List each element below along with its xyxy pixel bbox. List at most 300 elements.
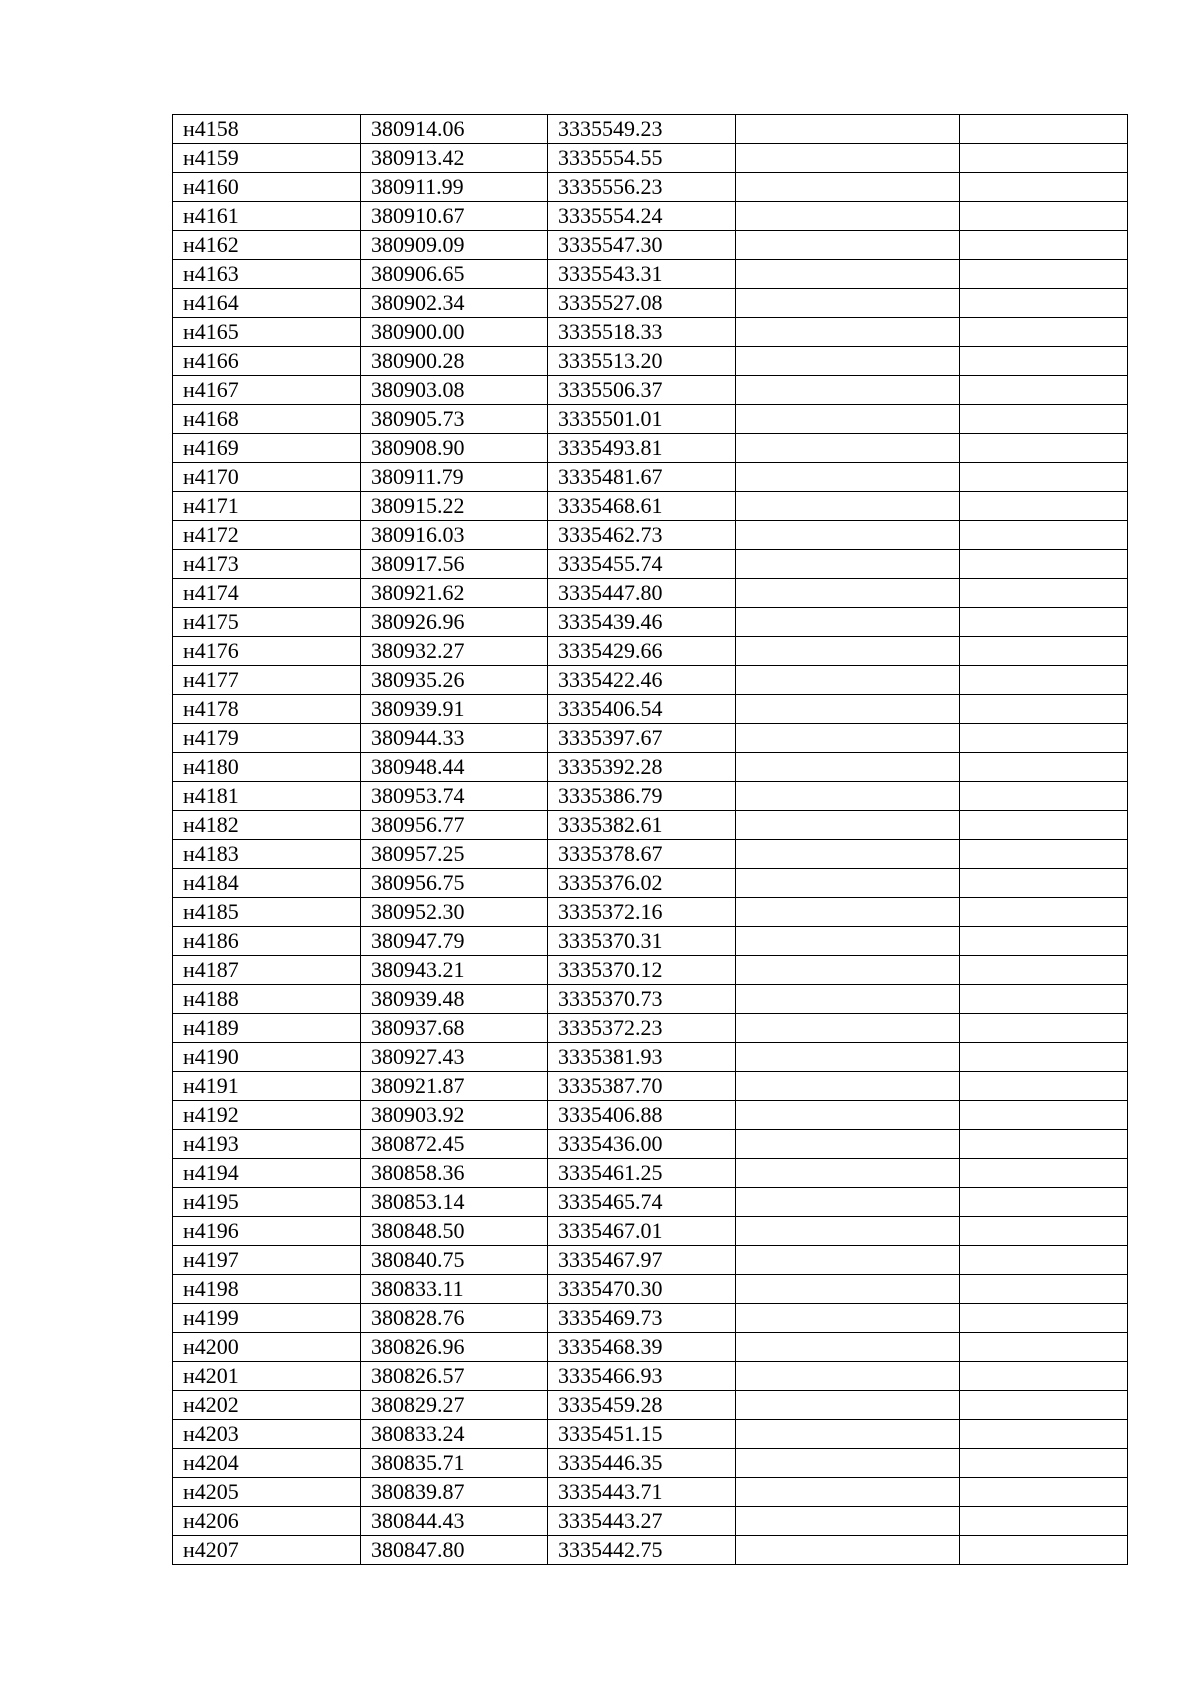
table-row bbox=[173, 724, 1128, 753]
empty-cell bbox=[960, 1536, 1128, 1565]
x-coordinate-cell: 380900.28 bbox=[361, 347, 548, 376]
empty-cell bbox=[960, 724, 1128, 753]
empty-cell bbox=[960, 869, 1128, 898]
table-row bbox=[173, 840, 1128, 869]
y-coordinate-cell: 3335447.80 bbox=[548, 579, 736, 608]
empty-cell bbox=[960, 202, 1128, 231]
point-number-cell: н4199 bbox=[173, 1304, 361, 1333]
empty-cell bbox=[736, 1420, 960, 1449]
point-number-cell: н4192 bbox=[173, 1101, 361, 1130]
empty-cell bbox=[736, 1217, 960, 1246]
empty-cell bbox=[960, 956, 1128, 985]
point-number-cell: н4174 bbox=[173, 579, 361, 608]
empty-cell bbox=[960, 666, 1128, 695]
x-coordinate-cell: 380826.96 bbox=[361, 1333, 548, 1362]
coordinates-table-body bbox=[173, 115, 1128, 1565]
table-row bbox=[173, 1072, 1128, 1101]
empty-cell bbox=[736, 376, 960, 405]
empty-cell bbox=[736, 1478, 960, 1507]
empty-cell bbox=[736, 608, 960, 637]
x-coordinate-cell: 380948.44 bbox=[361, 753, 548, 782]
empty-cell bbox=[736, 1275, 960, 1304]
point-number-cell: н4171 bbox=[173, 492, 361, 521]
table-row bbox=[173, 1130, 1128, 1159]
x-coordinate-cell: 380833.24 bbox=[361, 1420, 548, 1449]
empty-cell bbox=[736, 347, 960, 376]
empty-cell bbox=[736, 927, 960, 956]
empty-cell bbox=[960, 347, 1128, 376]
empty-cell bbox=[960, 840, 1128, 869]
x-coordinate-cell: 380957.25 bbox=[361, 840, 548, 869]
empty-cell bbox=[736, 579, 960, 608]
y-coordinate-cell: 3335406.88 bbox=[548, 1101, 736, 1130]
x-coordinate-cell: 380858.36 bbox=[361, 1159, 548, 1188]
empty-cell bbox=[736, 1536, 960, 1565]
coordinates-table bbox=[172, 114, 1128, 1565]
x-coordinate-cell: 380847.80 bbox=[361, 1536, 548, 1565]
empty-cell bbox=[736, 1507, 960, 1536]
y-coordinate-cell: 3335381.93 bbox=[548, 1043, 736, 1072]
y-coordinate-cell: 3335397.67 bbox=[548, 724, 736, 753]
x-coordinate-cell: 380956.77 bbox=[361, 811, 548, 840]
point-number-cell: н4161 bbox=[173, 202, 361, 231]
point-number-cell: н4205 bbox=[173, 1478, 361, 1507]
table-row bbox=[173, 956, 1128, 985]
x-coordinate-cell: 380926.96 bbox=[361, 608, 548, 637]
y-coordinate-cell: 3335543.31 bbox=[548, 260, 736, 289]
table-row bbox=[173, 260, 1128, 289]
y-coordinate-cell: 3335470.30 bbox=[548, 1275, 736, 1304]
point-number-cell: н4207 bbox=[173, 1536, 361, 1565]
x-coordinate-cell: 380915.22 bbox=[361, 492, 548, 521]
x-coordinate-cell: 380947.79 bbox=[361, 927, 548, 956]
point-number-cell: н4185 bbox=[173, 898, 361, 927]
empty-cell bbox=[960, 376, 1128, 405]
point-number-cell: н4175 bbox=[173, 608, 361, 637]
y-coordinate-cell: 3335372.16 bbox=[548, 898, 736, 927]
point-number-cell: н4187 bbox=[173, 956, 361, 985]
y-coordinate-cell: 3335554.24 bbox=[548, 202, 736, 231]
table-row bbox=[173, 202, 1128, 231]
table-row bbox=[173, 695, 1128, 724]
table-row bbox=[173, 492, 1128, 521]
point-number-cell: н4201 bbox=[173, 1362, 361, 1391]
empty-cell bbox=[736, 1449, 960, 1478]
y-coordinate-cell: 3335459.28 bbox=[548, 1391, 736, 1420]
y-coordinate-cell: 3335468.39 bbox=[548, 1333, 736, 1362]
empty-cell bbox=[960, 1478, 1128, 1507]
empty-cell bbox=[736, 405, 960, 434]
x-coordinate-cell: 380935.26 bbox=[361, 666, 548, 695]
empty-cell bbox=[736, 434, 960, 463]
y-coordinate-cell: 3335439.46 bbox=[548, 608, 736, 637]
empty-cell bbox=[960, 1449, 1128, 1478]
y-coordinate-cell: 3335465.74 bbox=[548, 1188, 736, 1217]
empty-cell bbox=[960, 1507, 1128, 1536]
x-coordinate-cell: 380911.99 bbox=[361, 173, 548, 202]
empty-cell bbox=[960, 434, 1128, 463]
y-coordinate-cell: 3335387.70 bbox=[548, 1072, 736, 1101]
x-coordinate-cell: 380844.43 bbox=[361, 1507, 548, 1536]
x-coordinate-cell: 380829.27 bbox=[361, 1391, 548, 1420]
point-number-cell: н4165 bbox=[173, 318, 361, 347]
empty-cell bbox=[960, 608, 1128, 637]
table-row bbox=[173, 1101, 1128, 1130]
empty-cell bbox=[960, 1159, 1128, 1188]
empty-cell bbox=[736, 1014, 960, 1043]
point-number-cell: н4195 bbox=[173, 1188, 361, 1217]
empty-cell bbox=[960, 173, 1128, 202]
empty-cell bbox=[960, 1362, 1128, 1391]
empty-cell bbox=[960, 811, 1128, 840]
y-coordinate-cell: 3335443.27 bbox=[548, 1507, 736, 1536]
table-row bbox=[173, 1333, 1128, 1362]
empty-cell bbox=[960, 782, 1128, 811]
empty-cell bbox=[736, 637, 960, 666]
y-coordinate-cell: 3335554.55 bbox=[548, 144, 736, 173]
empty-cell bbox=[960, 1014, 1128, 1043]
point-number-cell: н4160 bbox=[173, 173, 361, 202]
x-coordinate-cell: 380828.76 bbox=[361, 1304, 548, 1333]
y-coordinate-cell: 3335442.75 bbox=[548, 1536, 736, 1565]
table-row bbox=[173, 376, 1128, 405]
y-coordinate-cell: 3335386.79 bbox=[548, 782, 736, 811]
empty-cell bbox=[960, 463, 1128, 492]
point-number-cell: н4172 bbox=[173, 521, 361, 550]
empty-cell bbox=[736, 666, 960, 695]
y-coordinate-cell: 3335466.93 bbox=[548, 1362, 736, 1391]
table-row bbox=[173, 434, 1128, 463]
empty-cell bbox=[736, 840, 960, 869]
x-coordinate-cell: 380914.06 bbox=[361, 115, 548, 144]
empty-cell bbox=[736, 724, 960, 753]
empty-cell bbox=[736, 1130, 960, 1159]
table-row bbox=[173, 1159, 1128, 1188]
empty-cell bbox=[960, 115, 1128, 144]
empty-cell bbox=[736, 550, 960, 579]
table-row bbox=[173, 1391, 1128, 1420]
table-row bbox=[173, 347, 1128, 376]
table-row bbox=[173, 521, 1128, 550]
point-number-cell: н4180 bbox=[173, 753, 361, 782]
x-coordinate-cell: 380909.09 bbox=[361, 231, 548, 260]
x-coordinate-cell: 380921.87 bbox=[361, 1072, 548, 1101]
x-coordinate-cell: 380939.91 bbox=[361, 695, 548, 724]
empty-cell bbox=[736, 1246, 960, 1275]
empty-cell bbox=[736, 173, 960, 202]
empty-cell bbox=[736, 260, 960, 289]
table-row bbox=[173, 1304, 1128, 1333]
table-row bbox=[173, 1014, 1128, 1043]
point-number-cell: н4159 bbox=[173, 144, 361, 173]
table-row bbox=[173, 1275, 1128, 1304]
y-coordinate-cell: 3335493.81 bbox=[548, 434, 736, 463]
empty-cell bbox=[960, 144, 1128, 173]
y-coordinate-cell: 3335518.33 bbox=[548, 318, 736, 347]
point-number-cell: н4176 bbox=[173, 637, 361, 666]
table-row bbox=[173, 782, 1128, 811]
x-coordinate-cell: 380953.74 bbox=[361, 782, 548, 811]
table-row bbox=[173, 1449, 1128, 1478]
empty-cell bbox=[736, 1304, 960, 1333]
empty-cell bbox=[960, 1420, 1128, 1449]
table-row bbox=[173, 1188, 1128, 1217]
point-number-cell: н4181 bbox=[173, 782, 361, 811]
x-coordinate-cell: 380937.68 bbox=[361, 1014, 548, 1043]
point-number-cell: н4203 bbox=[173, 1420, 361, 1449]
empty-cell bbox=[960, 579, 1128, 608]
table-row bbox=[173, 985, 1128, 1014]
point-number-cell: н4198 bbox=[173, 1275, 361, 1304]
y-coordinate-cell: 3335481.67 bbox=[548, 463, 736, 492]
point-number-cell: н4191 bbox=[173, 1072, 361, 1101]
y-coordinate-cell: 3335455.74 bbox=[548, 550, 736, 579]
table-row bbox=[173, 927, 1128, 956]
y-coordinate-cell: 3335462.73 bbox=[548, 521, 736, 550]
x-coordinate-cell: 380903.08 bbox=[361, 376, 548, 405]
table-row bbox=[173, 318, 1128, 347]
point-number-cell: н4177 bbox=[173, 666, 361, 695]
empty-cell bbox=[960, 1130, 1128, 1159]
empty-cell bbox=[960, 985, 1128, 1014]
x-coordinate-cell: 380902.34 bbox=[361, 289, 548, 318]
y-coordinate-cell: 3335506.37 bbox=[548, 376, 736, 405]
y-coordinate-cell: 3335443.71 bbox=[548, 1478, 736, 1507]
point-number-cell: н4178 bbox=[173, 695, 361, 724]
table-row bbox=[173, 463, 1128, 492]
table-row bbox=[173, 1478, 1128, 1507]
point-number-cell: н4170 bbox=[173, 463, 361, 492]
empty-cell bbox=[960, 550, 1128, 579]
point-number-cell: н4184 bbox=[173, 869, 361, 898]
empty-cell bbox=[960, 1333, 1128, 1362]
empty-cell bbox=[960, 1101, 1128, 1130]
table-row bbox=[173, 579, 1128, 608]
empty-cell bbox=[960, 289, 1128, 318]
empty-cell bbox=[736, 811, 960, 840]
table-row bbox=[173, 1043, 1128, 1072]
y-coordinate-cell: 3335406.54 bbox=[548, 695, 736, 724]
y-coordinate-cell: 3335382.61 bbox=[548, 811, 736, 840]
empty-cell bbox=[736, 1362, 960, 1391]
point-number-cell: н4190 bbox=[173, 1043, 361, 1072]
x-coordinate-cell: 380906.65 bbox=[361, 260, 548, 289]
table-row bbox=[173, 753, 1128, 782]
table-row bbox=[173, 1420, 1128, 1449]
x-coordinate-cell: 380840.75 bbox=[361, 1246, 548, 1275]
empty-cell bbox=[960, 405, 1128, 434]
y-coordinate-cell: 3335372.23 bbox=[548, 1014, 736, 1043]
empty-cell bbox=[736, 1188, 960, 1217]
empty-cell bbox=[960, 318, 1128, 347]
x-coordinate-cell: 380913.42 bbox=[361, 144, 548, 173]
x-coordinate-cell: 380908.90 bbox=[361, 434, 548, 463]
x-coordinate-cell: 380903.92 bbox=[361, 1101, 548, 1130]
y-coordinate-cell: 3335527.08 bbox=[548, 289, 736, 318]
x-coordinate-cell: 380932.27 bbox=[361, 637, 548, 666]
point-number-cell: н4196 bbox=[173, 1217, 361, 1246]
empty-cell bbox=[736, 318, 960, 347]
point-number-cell: н4189 bbox=[173, 1014, 361, 1043]
empty-cell bbox=[736, 985, 960, 1014]
table-row bbox=[173, 898, 1128, 927]
empty-cell bbox=[960, 1043, 1128, 1072]
y-coordinate-cell: 3335422.46 bbox=[548, 666, 736, 695]
y-coordinate-cell: 3335370.12 bbox=[548, 956, 736, 985]
empty-cell bbox=[736, 898, 960, 927]
y-coordinate-cell: 3335370.73 bbox=[548, 985, 736, 1014]
y-coordinate-cell: 3335556.23 bbox=[548, 173, 736, 202]
empty-cell bbox=[736, 1043, 960, 1072]
empty-cell bbox=[736, 231, 960, 260]
x-coordinate-cell: 380826.57 bbox=[361, 1362, 548, 1391]
x-coordinate-cell: 380944.33 bbox=[361, 724, 548, 753]
y-coordinate-cell: 3335468.61 bbox=[548, 492, 736, 521]
empty-cell bbox=[736, 1159, 960, 1188]
y-coordinate-cell: 3335513.20 bbox=[548, 347, 736, 376]
x-coordinate-cell: 380943.21 bbox=[361, 956, 548, 985]
point-number-cell: н4193 bbox=[173, 1130, 361, 1159]
point-number-cell: н4202 bbox=[173, 1391, 361, 1420]
x-coordinate-cell: 380910.67 bbox=[361, 202, 548, 231]
x-coordinate-cell: 380956.75 bbox=[361, 869, 548, 898]
y-coordinate-cell: 3335469.73 bbox=[548, 1304, 736, 1333]
table-row bbox=[173, 1217, 1128, 1246]
empty-cell bbox=[960, 927, 1128, 956]
table-row bbox=[173, 115, 1128, 144]
y-coordinate-cell: 3335451.15 bbox=[548, 1420, 736, 1449]
empty-cell bbox=[960, 492, 1128, 521]
empty-cell bbox=[736, 144, 960, 173]
point-number-cell: н4182 bbox=[173, 811, 361, 840]
empty-cell bbox=[736, 1333, 960, 1362]
point-number-cell: н4163 bbox=[173, 260, 361, 289]
x-coordinate-cell: 380927.43 bbox=[361, 1043, 548, 1072]
empty-cell bbox=[736, 869, 960, 898]
empty-cell bbox=[960, 231, 1128, 260]
empty-cell bbox=[960, 898, 1128, 927]
empty-cell bbox=[960, 637, 1128, 666]
empty-cell bbox=[960, 521, 1128, 550]
table-row bbox=[173, 1246, 1128, 1275]
empty-cell bbox=[960, 260, 1128, 289]
table-row bbox=[173, 405, 1128, 434]
empty-cell bbox=[960, 1391, 1128, 1420]
table-row bbox=[173, 289, 1128, 318]
empty-cell bbox=[736, 956, 960, 985]
y-coordinate-cell: 3335461.25 bbox=[548, 1159, 736, 1188]
y-coordinate-cell: 3335467.97 bbox=[548, 1246, 736, 1275]
y-coordinate-cell: 3335376.02 bbox=[548, 869, 736, 898]
table-row bbox=[173, 637, 1128, 666]
x-coordinate-cell: 380952.30 bbox=[361, 898, 548, 927]
x-coordinate-cell: 380848.50 bbox=[361, 1217, 548, 1246]
empty-cell bbox=[960, 1304, 1128, 1333]
table-row bbox=[173, 811, 1128, 840]
empty-cell bbox=[960, 1217, 1128, 1246]
table-row bbox=[173, 144, 1128, 173]
x-coordinate-cell: 380917.56 bbox=[361, 550, 548, 579]
empty-cell bbox=[736, 289, 960, 318]
empty-cell bbox=[960, 695, 1128, 724]
y-coordinate-cell: 3335370.31 bbox=[548, 927, 736, 956]
point-number-cell: н4179 bbox=[173, 724, 361, 753]
x-coordinate-cell: 380872.45 bbox=[361, 1130, 548, 1159]
empty-cell bbox=[736, 521, 960, 550]
y-coordinate-cell: 3335446.35 bbox=[548, 1449, 736, 1478]
x-coordinate-cell: 380835.71 bbox=[361, 1449, 548, 1478]
table-row bbox=[173, 1536, 1128, 1565]
y-coordinate-cell: 3335501.01 bbox=[548, 405, 736, 434]
table-row bbox=[173, 608, 1128, 637]
x-coordinate-cell: 380853.14 bbox=[361, 1188, 548, 1217]
table-row bbox=[173, 869, 1128, 898]
empty-cell bbox=[736, 1072, 960, 1101]
y-coordinate-cell: 3335547.30 bbox=[548, 231, 736, 260]
empty-cell bbox=[960, 753, 1128, 782]
x-coordinate-cell: 380916.03 bbox=[361, 521, 548, 550]
y-coordinate-cell: 3335429.66 bbox=[548, 637, 736, 666]
point-number-cell: н4168 bbox=[173, 405, 361, 434]
point-number-cell: н4204 bbox=[173, 1449, 361, 1478]
y-coordinate-cell: 3335436.00 bbox=[548, 1130, 736, 1159]
x-coordinate-cell: 380911.79 bbox=[361, 463, 548, 492]
point-number-cell: н4200 bbox=[173, 1333, 361, 1362]
point-number-cell: н4158 bbox=[173, 115, 361, 144]
empty-cell bbox=[960, 1275, 1128, 1304]
table-row bbox=[173, 173, 1128, 202]
empty-cell bbox=[736, 782, 960, 811]
empty-cell bbox=[736, 463, 960, 492]
x-coordinate-cell: 380900.00 bbox=[361, 318, 548, 347]
table-row bbox=[173, 1362, 1128, 1391]
empty-cell bbox=[960, 1072, 1128, 1101]
empty-cell bbox=[736, 753, 960, 782]
x-coordinate-cell: 380939.48 bbox=[361, 985, 548, 1014]
point-number-cell: н4206 bbox=[173, 1507, 361, 1536]
empty-cell bbox=[736, 695, 960, 724]
point-number-cell: н4188 bbox=[173, 985, 361, 1014]
table-row bbox=[173, 231, 1128, 260]
y-coordinate-cell: 3335392.28 bbox=[548, 753, 736, 782]
point-number-cell: н4194 bbox=[173, 1159, 361, 1188]
empty-cell bbox=[736, 202, 960, 231]
empty-cell bbox=[736, 1391, 960, 1420]
table-row bbox=[173, 1507, 1128, 1536]
point-number-cell: н4166 bbox=[173, 347, 361, 376]
point-number-cell: н4186 bbox=[173, 927, 361, 956]
empty-cell bbox=[960, 1188, 1128, 1217]
x-coordinate-cell: 380921.62 bbox=[361, 579, 548, 608]
point-number-cell: н4164 bbox=[173, 289, 361, 318]
point-number-cell: н4197 bbox=[173, 1246, 361, 1275]
y-coordinate-cell: 3335378.67 bbox=[548, 840, 736, 869]
point-number-cell: н4162 bbox=[173, 231, 361, 260]
table-row bbox=[173, 550, 1128, 579]
point-number-cell: н4167 bbox=[173, 376, 361, 405]
point-number-cell: н4173 bbox=[173, 550, 361, 579]
empty-cell bbox=[960, 1246, 1128, 1275]
point-number-cell: н4169 bbox=[173, 434, 361, 463]
empty-cell bbox=[736, 1101, 960, 1130]
empty-cell bbox=[736, 492, 960, 521]
y-coordinate-cell: 3335549.23 bbox=[548, 115, 736, 144]
empty-cell bbox=[736, 115, 960, 144]
x-coordinate-cell: 380905.73 bbox=[361, 405, 548, 434]
point-number-cell: н4183 bbox=[173, 840, 361, 869]
table-row bbox=[173, 666, 1128, 695]
x-coordinate-cell: 380839.87 bbox=[361, 1478, 548, 1507]
